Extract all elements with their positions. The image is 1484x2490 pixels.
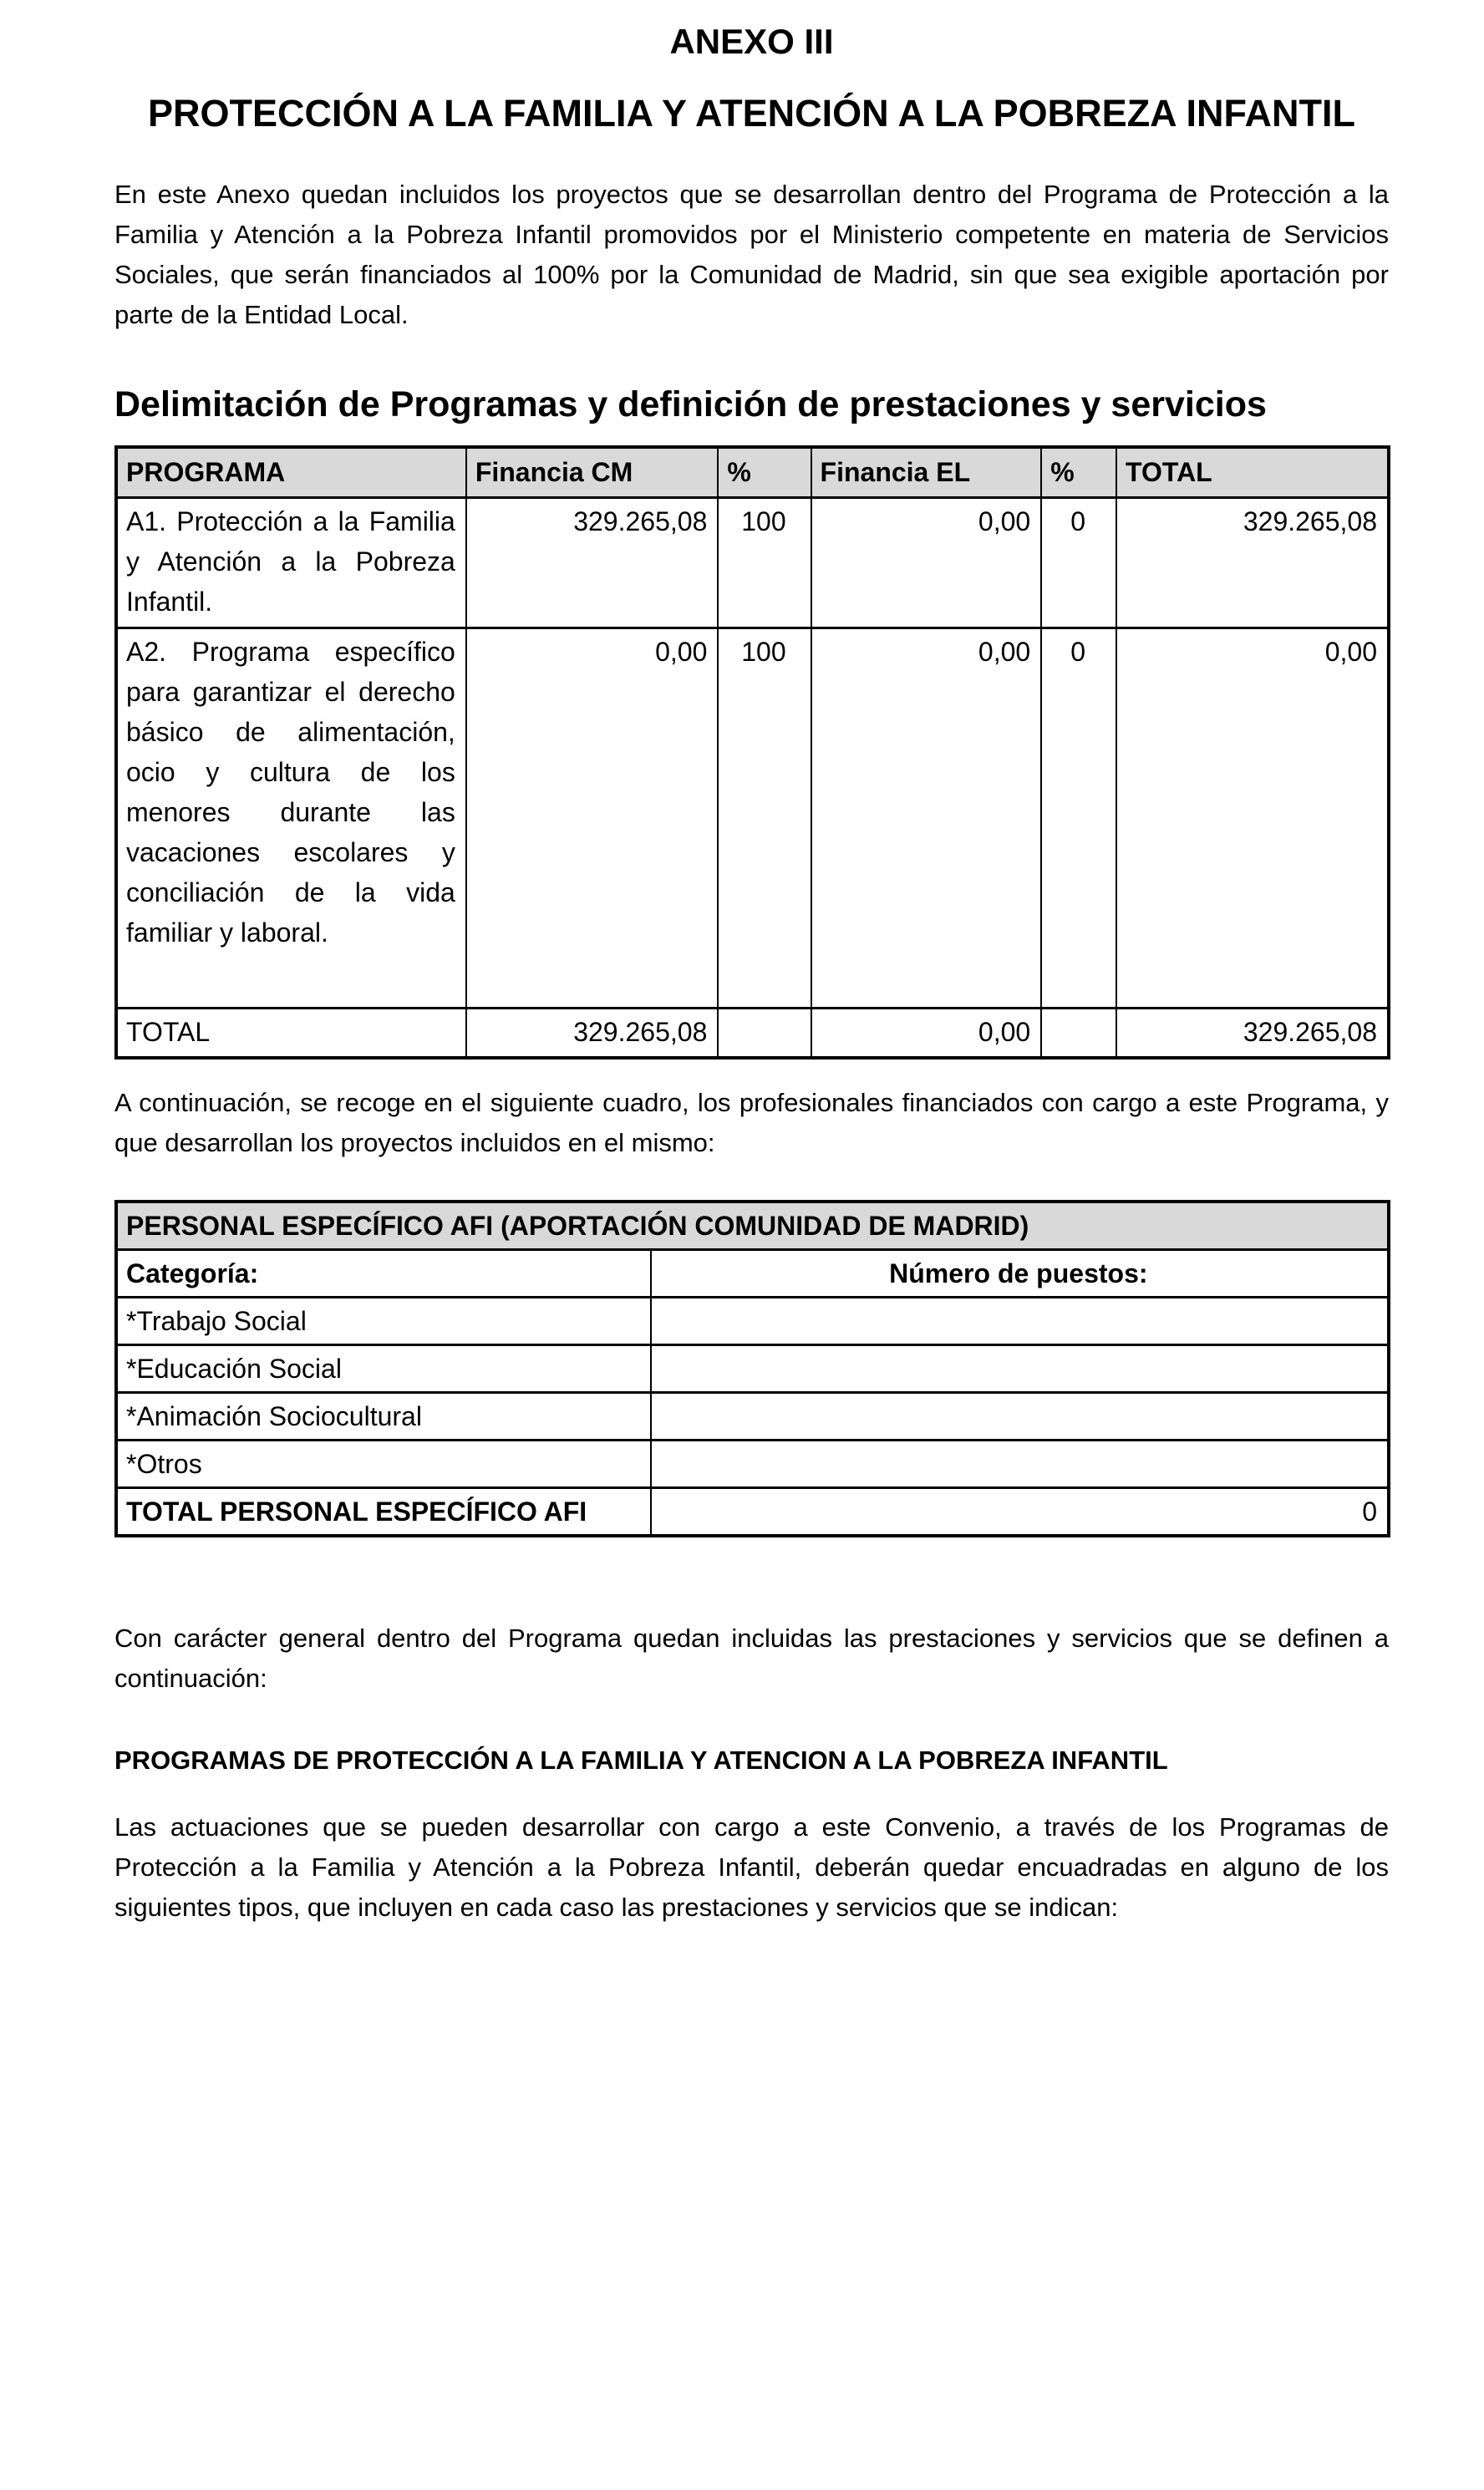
categoria-otros: *Otros <box>116 1440 651 1487</box>
section-heading-programas: PROGRAMAS DE PROTECCIÓN A LA FAMILIA Y ATENCION A LA POBREZA INFANTIL <box>114 1745 1168 1775</box>
header-financia-el: Financia EL <box>811 447 1042 498</box>
section-heading-delimitacion: Delimitación de Programas y definición de prestaciones y servicios <box>114 384 1267 425</box>
header-numero-puestos: Número de puestos: <box>651 1249 1389 1297</box>
a1-financia-cm: 329.265,08 <box>466 497 719 628</box>
header-pct-cm: % <box>718 447 811 498</box>
total-total: 329.265,08 <box>1116 1008 1389 1058</box>
programs-financing-table <box>114 445 1390 1060</box>
personnel-table-title: PERSONAL ESPECÍFICO AFI (APORTACIÓN COMUNIDAD DE MADRID) <box>116 1202 1389 1250</box>
puestos-trabajo-social <box>651 1297 1389 1344</box>
a1-pct-el: 0 <box>1041 497 1116 628</box>
a2-total: 0,00 <box>1116 628 1389 1008</box>
total-financia-el: 0,00 <box>811 1008 1042 1058</box>
personnel-row-trabajo-social <box>116 1297 1389 1344</box>
puestos-educacion-social <box>651 1344 1389 1392</box>
final-paragraph: Las actuaciones que se pueden desarrollar con cargo a este Convenio, a través de los Programas de Protección a la Familia y Atención a la Pobreza Infantil, deberán quedar encuadradas en alguno de los siguientes tipos, que incluyen en cada caso las prestaciones y servicios que se indican: <box>114 1812 1389 1922</box>
intro-paragraph: En este Anexo quedan incluidos los proyectos que se desarrollan dentro del Programa de Protección a la Familia y Atención a la Pobreza Infantil promovidos por el Ministerio competente en materia de Servicios Sociales, que serán financiados al 100% por la Comunidad de Madrid, sin que sea exigible aportación por parte de la Entidad Local. <box>114 180 1389 330</box>
header-total: TOTAL <box>1116 447 1389 498</box>
categoria-animacion-sociocultural: *Animación Sociocultural <box>116 1392 651 1440</box>
a1-pct-cm: 100 <box>718 497 811 628</box>
personnel-title-row <box>116 1202 1389 1250</box>
personnel-row-educacion-social <box>116 1344 1389 1392</box>
personnel-header-row <box>116 1249 1389 1297</box>
a2-pct-cm: 100 <box>718 628 811 1008</box>
header-categoria: Categoría: <box>116 1249 651 1297</box>
personnel-table <box>114 1200 1390 1537</box>
a1-programa: A1. Protección a la Familia y Atención a la Pobreza Infantil. <box>116 497 466 628</box>
table-row-a1 <box>116 497 1389 628</box>
puestos-otros <box>651 1440 1389 1487</box>
table-header-row <box>116 447 1389 498</box>
table-row-total <box>116 1008 1389 1058</box>
personnel-row-otros <box>116 1440 1389 1487</box>
a2-pct-el: 0 <box>1041 628 1116 1008</box>
header-programa: PROGRAMA <box>116 447 466 498</box>
page-title: ANEXO III <box>669 22 834 61</box>
header-pct-el: % <box>1041 447 1116 498</box>
a2-financia-el: 0,00 <box>811 628 1042 1008</box>
total-financia-cm: 329.265,08 <box>466 1008 719 1058</box>
total-pct-cm <box>718 1008 811 1058</box>
personnel-total-row <box>116 1487 1389 1536</box>
a1-financia-el: 0,00 <box>811 497 1042 628</box>
table-row-a2 <box>116 628 1389 1008</box>
closing-paragraph: Con carácter general dentro del Programa quedan incluidas las prestaciones y servicios que se definen a continuación: <box>114 1623 1389 1693</box>
personnel-total-value: 0 <box>651 1487 1389 1536</box>
a1-total: 329.265,08 <box>1116 497 1389 628</box>
categoria-trabajo-social: *Trabajo Social <box>116 1297 651 1344</box>
total-pct-el <box>1041 1008 1116 1058</box>
personnel-total-label: TOTAL PERSONAL ESPECÍFICO AFI <box>116 1487 651 1536</box>
header-financia-cm: Financia CM <box>466 447 719 498</box>
puestos-animacion-sociocultural <box>651 1392 1389 1440</box>
a2-financia-cm: 0,00 <box>466 628 719 1008</box>
total-label: TOTAL <box>116 1008 466 1058</box>
personnel-row-animacion-sociocultural <box>116 1392 1389 1440</box>
page-subtitle: PROTECCIÓN A LA FAMILIA Y ATENCIÓN A LA POBREZA INFANTIL <box>148 92 1355 135</box>
a2-programa: A2. Programa específico para garantizar el derecho básico de alimentación, ocio y cultura de los menores durante las vacaciones escolares y conciliación de la vida familiar y laboral. <box>116 628 466 1008</box>
after-table-paragraph: A continuación, se recoge en el siguiente cuadro, los profesionales financiados con cargo a este Programa, y que desarrollan los proyectos incluidos en el mismo: <box>114 1087 1389 1157</box>
categoria-educacion-social: *Educación Social <box>116 1344 651 1392</box>
